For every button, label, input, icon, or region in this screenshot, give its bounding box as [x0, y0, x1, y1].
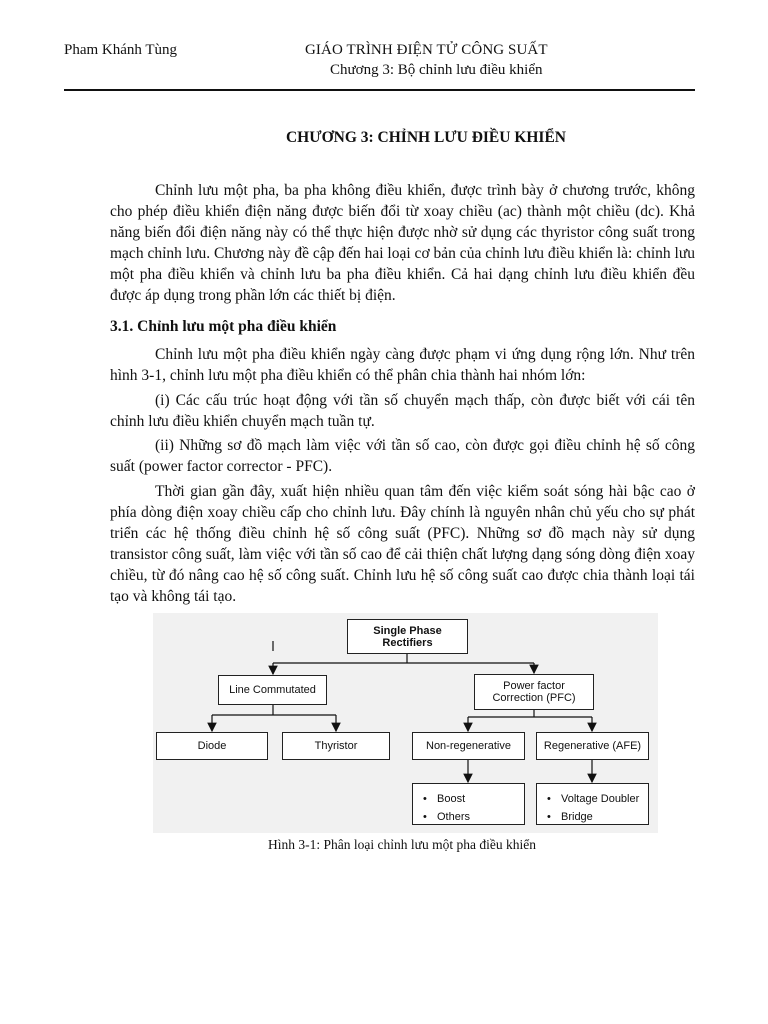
chapter-title: CHƯƠNG 3: CHỈNH LƯU ĐIỀU KHIỂN — [285, 129, 566, 146]
box-pfc-line-1: Power factor — [503, 680, 565, 692]
classification-diagram — [153, 613, 658, 833]
section-heading: 3.1. Chỉnh lưu một pha điều khiển — [110, 318, 337, 335]
figure-caption: Hình 3-1: Phân loại chỉnh lưu một pha điều khiển — [268, 837, 536, 852]
box-non-regen-list — [412, 783, 525, 825]
list-item — [423, 808, 524, 826]
header-book-title: GIÁO TRÌNH ĐIỆN TỬ CÔNG SUẤT — [305, 42, 548, 58]
box-root-line-1: Single Phase — [373, 624, 442, 637]
box-pfc — [474, 674, 594, 710]
bullet-icon: • — [423, 793, 427, 805]
list-item — [547, 808, 648, 826]
list-item-label: Boost — [437, 793, 466, 805]
list-item — [547, 790, 648, 808]
header-author: Pham Khánh Tùng — [64, 42, 178, 58]
section-paragraph-1: Chỉnh lưu một pha điều khiển ngày càng được phạm vi ứng dụng rộng lớn. Như trên hình 3-1, chỉnh lưu một pha điều khiển có thể phân chia thành hai nhóm lớn: — [110, 346, 695, 384]
header-chapter: Chương 3: Bộ chỉnh lưu điều khiển — [330, 62, 543, 78]
box-non-regenerative: Non-regenerative — [412, 732, 525, 760]
box-regen-list — [536, 783, 649, 825]
list-item-label: Voltage Doubler — [561, 793, 640, 805]
intro-paragraph: Chỉnh lưu một pha, ba pha không điều khiển, được trình bày ở chương trước, không cho phép điều khiển điện năng được biến đổi từ xoay chiều (ac) thành một chiều (dc). Khả năng biến đổi điện năng này có thể thực hiện được nhờ sử dụng các thyristor công suất trong mạch chỉnh lưu. Chương này đề cập đến hai loại cơ bản của chỉnh lưu điều khiển là: chỉnh lưu một pha điều khiển và chỉnh lưu ba pha điều khiển. Cả hai dạng chỉnh lưu điều khiển đều được áp dụng trong phần lớn các thiết bị điện. — [110, 182, 695, 304]
box-diode: Diode — [156, 732, 268, 760]
section-paragraph-4: Thời gian gần đây, xuất hiện nhiều quan tâm đến việc kiểm soát sóng hài bậc cao ở phía dòng điện xoay chiều cấp cho chỉnh lưu. Đây chính là nguyên nhân chủ yếu cho sự phát triển các hệ thống điều chỉnh hệ số công suất (PFC). Những sơ đồ mạch này sử dụng transistor công suất, làm việc với tần số cao để cải thiện chất lượng dạng sóng dòng điện xoay chiều, từ đó nâng cao hệ số công suất. Chỉnh lưu hệ số công suất cao được chia thành loại tái tạo và không tái tạo. — [110, 483, 695, 605]
header-rule — [64, 89, 695, 91]
box-root — [347, 619, 468, 654]
bullet-icon: • — [423, 811, 427, 823]
bullet-icon: • — [547, 793, 551, 805]
box-thyristor: Thyristor — [282, 732, 390, 760]
section-paragraph-2: (i) Các cấu trúc hoạt động với tần số chuyển mạch thấp, còn được biết với cái tên chỉnh lưu điều khiển chuyển mạch tuần tự. — [110, 392, 695, 430]
list-item-label: Bridge — [561, 811, 593, 823]
box-pfc-line-2: Correction (PFC) — [492, 692, 576, 704]
box-line-commutated: Line Commutated — [218, 675, 327, 705]
box-root-line-2: Rectifiers — [382, 636, 433, 649]
bullet-icon: • — [547, 811, 551, 823]
list-item-label: Others — [437, 811, 471, 823]
list-item — [423, 790, 524, 808]
box-regenerative: Regenerative (AFE) — [536, 732, 649, 760]
section-paragraph-3: (ii) Những sơ đồ mạch làm việc với tần số cao, còn được gọi điều chỉnh hệ số công suất (power factor corrector - PFC). — [110, 437, 695, 475]
